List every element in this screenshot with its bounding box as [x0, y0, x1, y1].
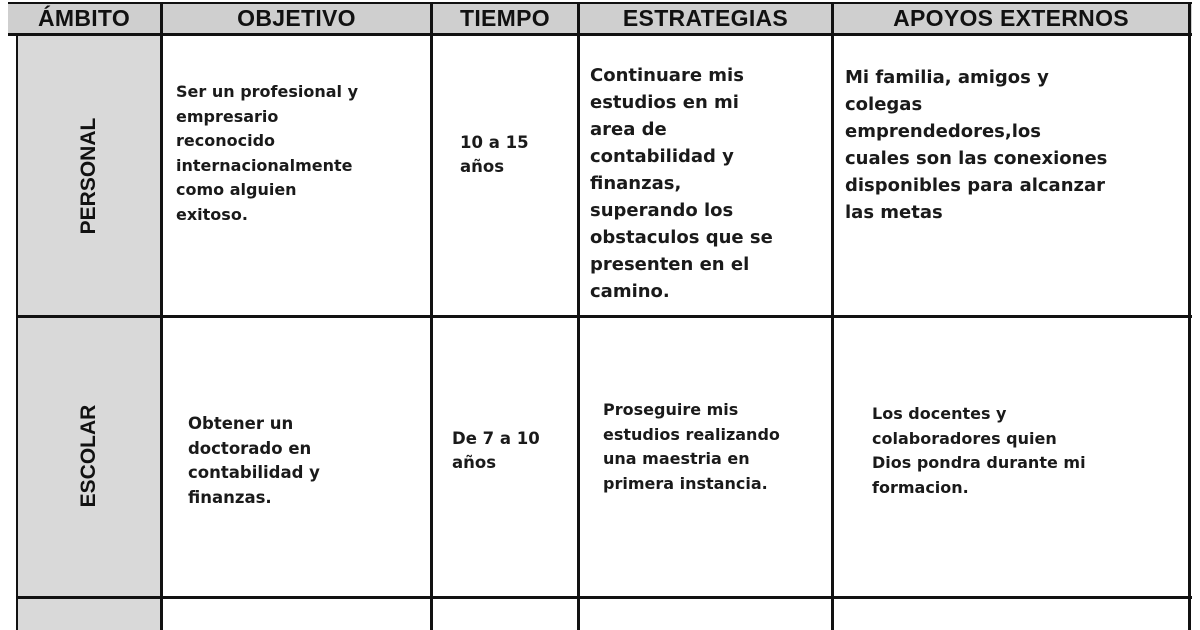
header-objetivo: OBJETIVO [237, 4, 356, 31]
apoyos-personal: Mi familia, amigos y colegas emprendedores,los cuales son las conexiones disponibles para alcanzar las metas [845, 67, 1108, 223]
row-3-partial [18, 599, 1188, 630]
apoyos-escolar: Los docentes y colaboradores quien Dios pondra durante mi formacion. [872, 404, 1086, 497]
table-border-left [16, 33, 18, 630]
header-estrategias: ESTRATEGIAS [622, 4, 789, 31]
objetivo-personal: Ser un profesional y empresario reconocido internacionalmente como alguien exitoso. [176, 82, 359, 224]
row-label-escolar: ESCOLAR [77, 404, 100, 508]
table-border-right [1188, 2, 1191, 630]
column-divider-estrategias [831, 2, 834, 630]
tiempo-escolar: De 7 a 10 años [452, 429, 540, 472]
column-divider-tiempo [577, 2, 580, 630]
row-divider-1 [16, 315, 1192, 318]
row-label-personal: PERSONAL [77, 117, 100, 235]
column-divider-ambito [160, 2, 163, 630]
estrategias-personal: Continuare mis estudios en mi area de contabilidad y finanzas, superando los obstaculos que se presenten en el camino. [590, 65, 773, 302]
header-apoyos-externos: APOYOS EXTERNOS [893, 4, 1129, 31]
header-tiempo: TIEMPO [460, 4, 550, 31]
header-bottom-border [8, 33, 1192, 36]
objetivo-escolar: Obtener un doctorado en contabilidad y finanzas. [188, 414, 320, 507]
tiempo-personal: 10 a 15 años [460, 133, 529, 176]
estrategias-escolar: Proseguire mis estudios realizando una maestria en primera instancia. [603, 400, 780, 493]
column-divider-objetivo [430, 2, 433, 630]
header-ambito: ÁMBITO [37, 4, 131, 31]
